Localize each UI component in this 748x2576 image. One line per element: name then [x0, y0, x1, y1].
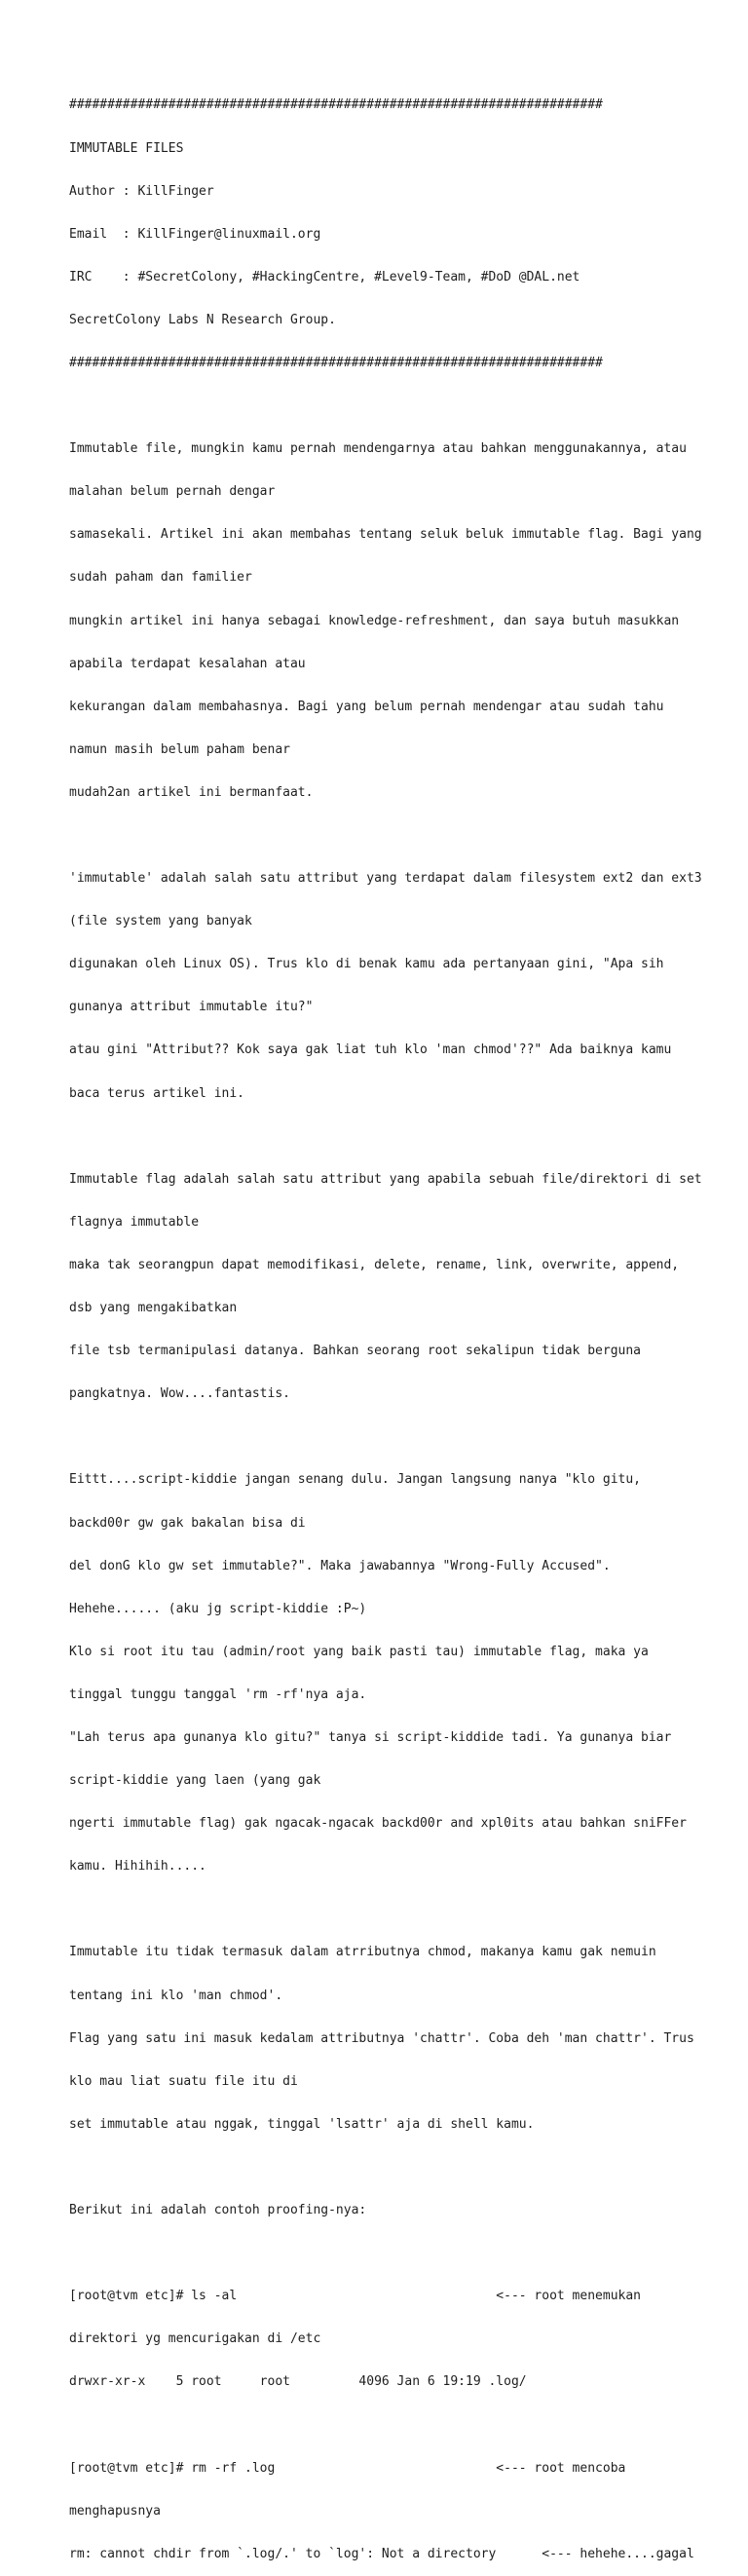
- text-line: namun masih belum paham benar: [69, 741, 290, 757]
- blank-line: [69, 2418, 702, 2433]
- text-line: Immutable file, mungkin kamu pernah mendengarnya atau bahkan menggunakannya, atau: [69, 441, 687, 457]
- blank-line: [69, 2247, 702, 2261]
- text-line: maka tak seorangpun dapat memodifikasi, delete, rename, link, overwrite, append,: [69, 1257, 680, 1272]
- text-line: gunanya attribut immutable itu?": [69, 1000, 314, 1015]
- author-line: Author : KillFinger: [69, 183, 214, 199]
- text-line: mudah2an artikel ini bermanfaat.: [69, 784, 314, 800]
- text-line: ngerti immutable flag) gak ngacak-ngacak backd00r and xpl0its atau bahkan sniFFer: [69, 1816, 687, 1832]
- text-line: Eittt....script-kiddie jangan senang dulu. Jangan langsung nanya "klo gitu,: [69, 1472, 641, 1488]
- text-line: tentang ini klo 'man chmod'.: [69, 1988, 283, 2003]
- text-line: Berikut ini adalah contoh proofing-nya:: [69, 2203, 367, 2217]
- text-line: script-kiddie yang laen (yang gak: [69, 1773, 321, 1789]
- text-line: Hehehe...... (aku jg script-kiddie :P~): [69, 1601, 367, 1616]
- text-line: klo mau liat suatu file itu di: [69, 2073, 298, 2089]
- text-line: digunakan oleh Linux OS). Trus klo di benak kamu ada pertanyaan gini, "Apa sih: [69, 957, 664, 972]
- code-line: menghapusnya: [69, 2503, 161, 2519]
- blank-line: [69, 1130, 702, 1145]
- text-line: backd00r gw gak bakalan bisa di: [69, 1515, 306, 1531]
- code-line: direktori yg mencurigakan di /etc: [69, 2331, 321, 2347]
- text-line: dsb yang mengakibatkan: [69, 1301, 238, 1316]
- email-line: Email : KillFinger@linuxmail.org: [69, 226, 321, 242]
- text-line: kamu. Hihihih.....: [69, 1859, 206, 1875]
- blank-line: [69, 2161, 702, 2176]
- text-line: mungkin artikel ini hanya sebagai knowledge-refreshment, dan saya butuh masukkan: [69, 613, 680, 628]
- text-line: baca terus artikel ini.: [69, 1085, 245, 1101]
- group-line: SecretColony Labs N Research Group.: [69, 312, 336, 327]
- blank-line: [69, 1903, 702, 1917]
- text-line: flagnya immutable: [69, 1214, 200, 1230]
- text-line: Immutable itu tidak termasuk dalam atrributnya chmod, makanya kamu gak nemuin: [69, 1945, 656, 1960]
- text-line: apabila terdapat kesalahan atau: [69, 656, 306, 671]
- text-line: pangkatnya. Wow....fantastis.: [69, 1386, 290, 1402]
- text-line: del donG klo gw set immutable?". Maka jawabannya "Wrong-Fully Accused".: [69, 1558, 611, 1573]
- blank-line: [69, 1430, 702, 1445]
- text-line: 'immutable' adalah salah satu attribut yang terdapat dalam filesystem ext2 dan ext3: [69, 871, 702, 887]
- blank-line: [69, 829, 702, 844]
- text-line: Immutable flag adalah salah satu attribut yang apabila sebuah file/direktori di set: [69, 1171, 702, 1187]
- header-rule-top: ######################################################################: [69, 97, 603, 113]
- header-rule-bottom: ######################################################################: [69, 355, 603, 370]
- code-line: [root@tvm etc]# rm -rf .log <--- root mencoba: [69, 2460, 626, 2476]
- code-line: [root@tvm etc]# ls -al <--- root menemukan: [69, 2289, 641, 2304]
- text-line: malahan belum pernah dengar: [69, 484, 276, 500]
- blank-line: [69, 399, 702, 414]
- text-line: samasekali. Artikel ini akan membahas tentang seluk beluk immutable flag. Bagi yang: [69, 527, 702, 543]
- text-line: sudah paham dan familier: [69, 570, 252, 586]
- text-line: "Lah terus apa gunanya klo gitu?" tanya si script-kiddide tadi. Ya gunanya biar: [69, 1729, 672, 1745]
- irc-line: IRC : #SecretColony, #HackingCentre, #Level9-Team, #DoD @DAL.net: [69, 269, 580, 284]
- document-title: IMMUTABLE FILES: [69, 140, 184, 156]
- text-line: atau gini "Attribut?? Kok saya gak liat tuh klo 'man chmod'??" Ada baiknya kamu: [69, 1042, 672, 1058]
- text-line: Flag yang satu ini masuk kedalam attributnya 'chattr'. Coba deh 'man chattr'. Trus: [69, 2030, 694, 2046]
- document-text: [69, 70, 702, 2576]
- text-line: tinggal tunggu tanggal 'rm -rf'nya aja.: [69, 1686, 367, 1702]
- text-line: set immutable atau nggak, tinggal 'lsattr' aja di shell kamu.: [69, 2116, 535, 2132]
- text-line: Klo si root itu tau (admin/root yang baik pasti tau) immutable flag, maka ya: [69, 1644, 649, 1659]
- text-line: file tsb termanipulasi datanya. Bahkan seorang root sekalipun tidak berguna: [69, 1344, 641, 1359]
- code-line: drwxr-xr-x 5 root root 4096 Jan 6 19:19 .log/: [69, 2374, 527, 2390]
- code-line: rm: cannot chdir from `.log/.' to `log': Not a directory <--- hehehe....gagal: [69, 2546, 694, 2561]
- text-line: kekurangan dalam membahasnya. Bagi yang belum pernah mendengar atau sudah tahu: [69, 699, 664, 714]
- text-line: (file system yang banyak: [69, 914, 252, 929]
